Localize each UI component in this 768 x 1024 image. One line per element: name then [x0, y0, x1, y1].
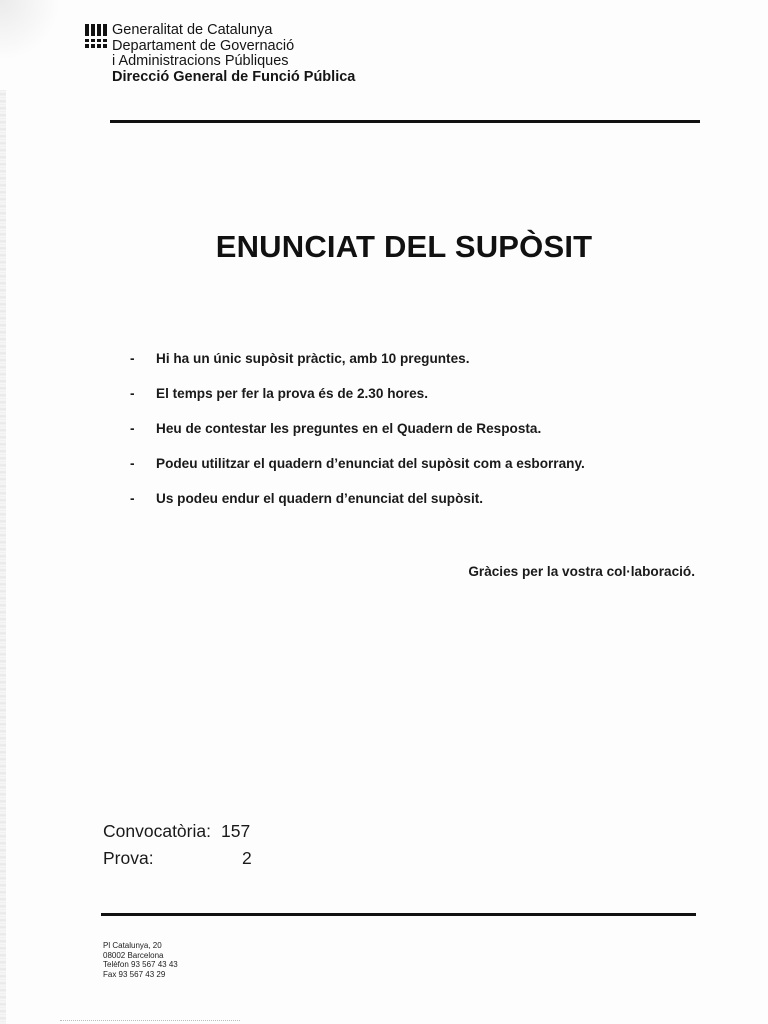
list-item	[130, 418, 585, 453]
instructions-list	[130, 348, 585, 523]
instruction-text: Heu de contestar les preguntes en el Quadern de Resposta.	[156, 421, 542, 436]
footer-address	[103, 941, 178, 979]
prova-label: Prova:	[103, 848, 154, 868]
instruction-text: Us podeu endur el quadern d’enunciat del supòsit.	[156, 491, 484, 506]
bullet-dash: -	[130, 421, 135, 436]
convocatoria-value: 157	[221, 821, 251, 841]
page-title: ENUNCIAT DEL SUPÒSIT	[215, 229, 593, 264]
bullet-dash: -	[130, 386, 135, 401]
list-item	[130, 453, 585, 488]
scan-corner-artifact	[0, 0, 90, 120]
instruction-text: El temps per fer la prova és de 2.30 hores.	[156, 386, 428, 401]
prova-value: 2	[242, 848, 252, 868]
generalitat-pillars-icon	[82, 22, 110, 50]
org-line: Departament de Governació	[112, 37, 295, 54]
prova-row	[103, 845, 252, 872]
footer-divider	[101, 913, 696, 916]
org-line: i Administracions Públiques	[112, 53, 289, 69]
bullet-dash: -	[130, 456, 135, 471]
convocatoria-label: Convocatòria:	[103, 821, 211, 841]
phone-line: Telèfon 93 567 43 43	[103, 960, 178, 969]
convocatoria-row	[103, 818, 251, 845]
instruction-text: Podeu utilitzar el quadern d’enunciat del supòsit com a esborrany.	[156, 456, 585, 471]
address-line: Pl Catalunya, 20	[103, 941, 162, 950]
header-divider	[110, 120, 700, 123]
scan-bottom-artifact	[60, 1020, 240, 1022]
fax-line: Fax 93 567 43 29	[103, 969, 166, 979]
exam-metadata	[103, 818, 252, 872]
list-item	[130, 383, 585, 418]
directorate-name: Direcció General de Funció Pública	[112, 68, 356, 85]
bullet-dash: -	[130, 491, 135, 506]
list-item	[130, 348, 585, 383]
org-line: Generalitat de Catalunya	[112, 22, 273, 38]
thanks-note: Gràcies per la vostra col·laboració.	[468, 564, 695, 579]
issuing-authority	[112, 23, 355, 85]
instruction-text: Hi ha un únic supòsit pràctic, amb 10 preguntes.	[156, 351, 470, 366]
address-line: 08002 Barcelona	[103, 950, 164, 960]
list-item	[130, 488, 585, 523]
bullet-dash: -	[130, 351, 135, 366]
